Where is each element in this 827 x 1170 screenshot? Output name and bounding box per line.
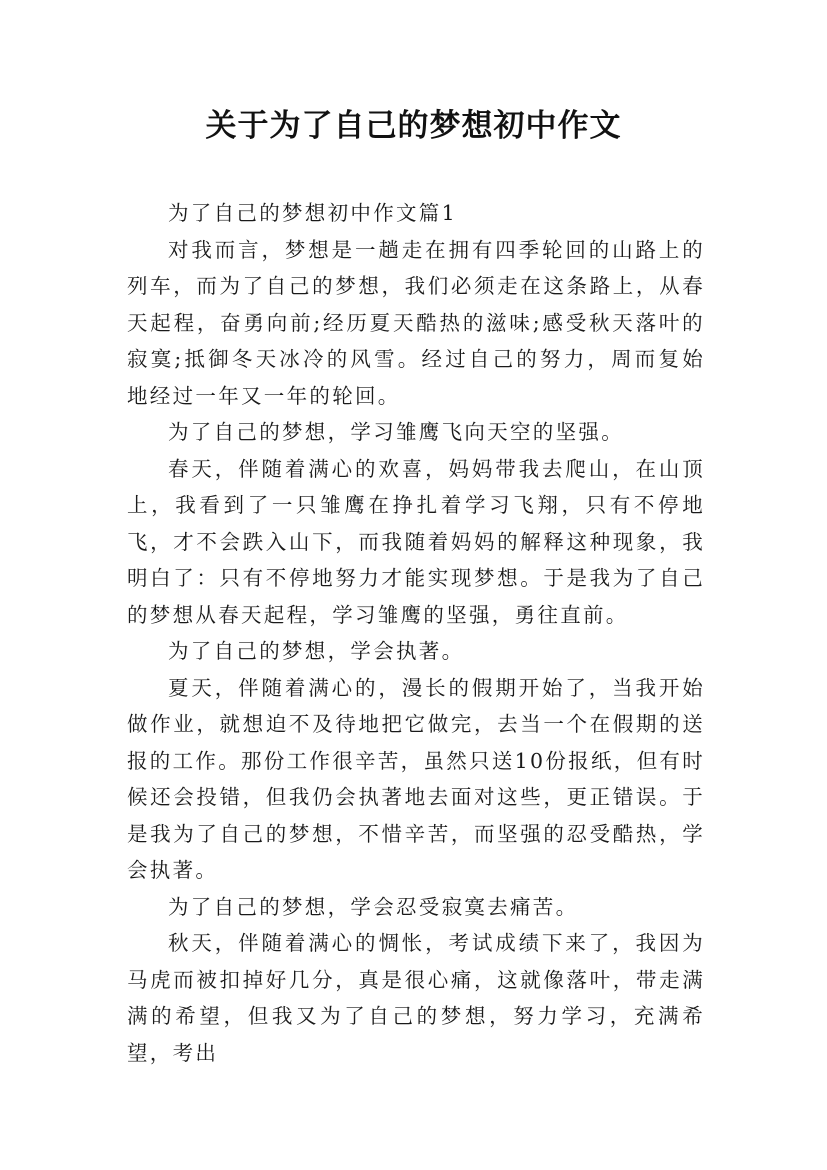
paragraph: 对我而言，梦想是一趟走在拥有四季轮回的山路上的列车，而为了自己的梦想，我们必须走在这条路上，从春天起程，奋勇向前;经历夏天酷热的滋味;感受秋天落叶的寂寞;抵御冬天冰冷的风雪。经过自己的努力，周而复始地经过一年又一年的轮回。 xyxy=(127,237,705,408)
paragraph-subtitle: 为了自己的梦想初中作文篇1 xyxy=(168,201,457,225)
paragraph-heading: 为了自己的梦想，学会忍受寂寞去痛苦。 xyxy=(168,894,579,919)
document-title: 关于为了自己的梦想初中作文 xyxy=(205,108,622,144)
paragraph: 夏天，伴随着满心的，漫长的假期开始了，当我开始做作业，就想迫不及待地把它做完，去当一个在假期的送报的工作。那份工作很辛苦，虽然只送10份报纸，但有时候还会投错，但我仍会执著地去面对这些，更正错误。于是我为了自己的梦想，不惜辛苦，而坚强的忍受酷热，学会执著。 xyxy=(127,675,705,882)
paragraph-heading: 为了自己的梦想，学习雏鹰飞向天空的坚强。 xyxy=(168,420,624,444)
document-body xyxy=(127,195,705,1071)
paragraph-heading: 为了自己的梦想，学会执著。 xyxy=(168,639,465,663)
paragraph: 秋天，伴随着满心的惆怅，考试成绩下来了，我因为马虎而被扣掉好几分，真是很心痛，这就像落叶，带走满满的希望，但我又为了自己的梦想，努力学习，充满希望，考出 xyxy=(127,931,705,1065)
paragraph: 春天，伴随着满心的欢喜，妈妈带我去爬山，在山顶上，我看到了一只雏鹰在挣扎着学习飞翔，只有不停地飞，才不会跌入山下，而我随着妈妈的解释这种现象，我明白了：只有不停地努力才能实现梦想。于是我为了自己的梦想从春天起程，学习雏鹰的坚强，勇往直前。 xyxy=(127,456,705,627)
